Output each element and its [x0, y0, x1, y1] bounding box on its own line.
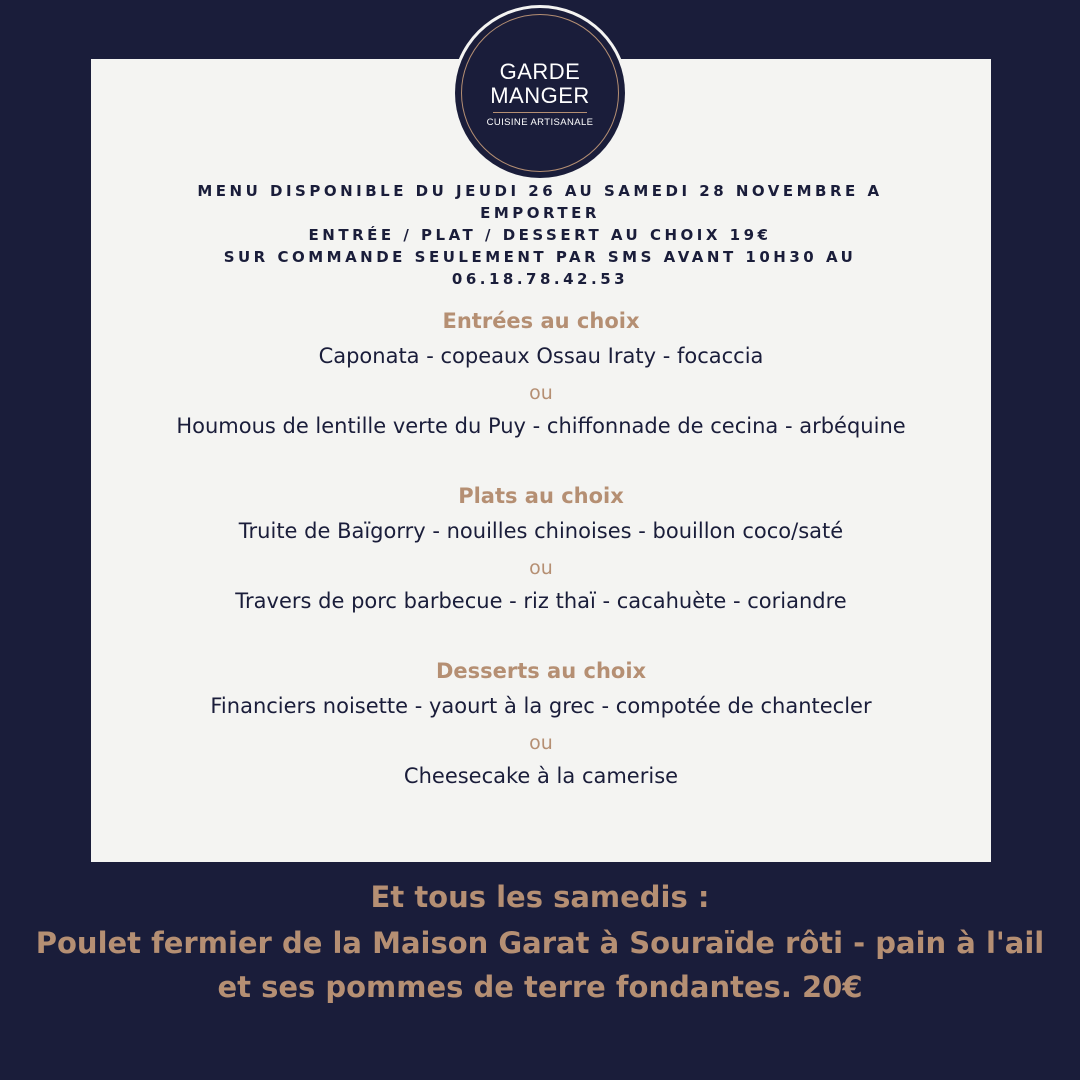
logo-divider	[493, 112, 587, 113]
entrees-title: Entrées au choix	[442, 309, 640, 333]
header-line-2: EMPORTER	[480, 204, 600, 222]
entree-dish-2: Houmous de lentille verte du Puy - chiffonnade de cecina - arbéquine	[176, 414, 906, 438]
desserts-or: ou	[529, 732, 553, 754]
header-line-4: SUR COMMANDE SEULEMENT PAR SMS AVANT 10H30 AU	[223, 248, 857, 266]
footer-line-2: Poulet fermier de la Maison Garat à Souraïde rôti - pain à l'ail	[35, 926, 1045, 960]
logo-line-2: MANGER	[490, 83, 590, 108]
plats-title: Plats au choix	[458, 484, 624, 508]
header-line-1: MENU DISPONIBLE DU JEUDI 26 AU SAMEDI 28 NOVEMBRE A	[197, 182, 883, 200]
dessert-dish-1: Financiers noisette - yaourt à la grec - compotée de chantecler	[210, 694, 872, 718]
header-line-3: ENTRÉE / PLAT / DESSERT AU CHOIX 19€	[308, 226, 772, 244]
plats-or: ou	[529, 557, 553, 579]
entree-dish-1: Caponata - copeaux Ossau Iraty - focaccia	[318, 344, 764, 368]
footer-line-3: et ses pommes de terre fondantes. 20€	[217, 970, 863, 1004]
entrees-or: ou	[529, 382, 553, 404]
logo-tagline: CUISINE ARTISANALE	[486, 117, 594, 128]
menu-header	[130, 180, 950, 290]
garde-manger-logo	[455, 8, 625, 178]
plat-dish-2: Travers de porc barbecue - riz thaï - cacahuète - coriandre	[235, 589, 847, 613]
header-line-5: 06.18.78.42.53	[451, 270, 629, 288]
dessert-dish-2: Cheesecake à la camerise	[403, 764, 679, 788]
desserts-title: Desserts au choix	[435, 659, 647, 683]
footer-line-1: Et tous les samedis :	[370, 880, 710, 914]
logo-line-1: GARDE	[499, 59, 581, 84]
plat-dish-1: Truite de Baïgorry - nouilles chinoises - bouillon coco/saté	[238, 519, 844, 543]
